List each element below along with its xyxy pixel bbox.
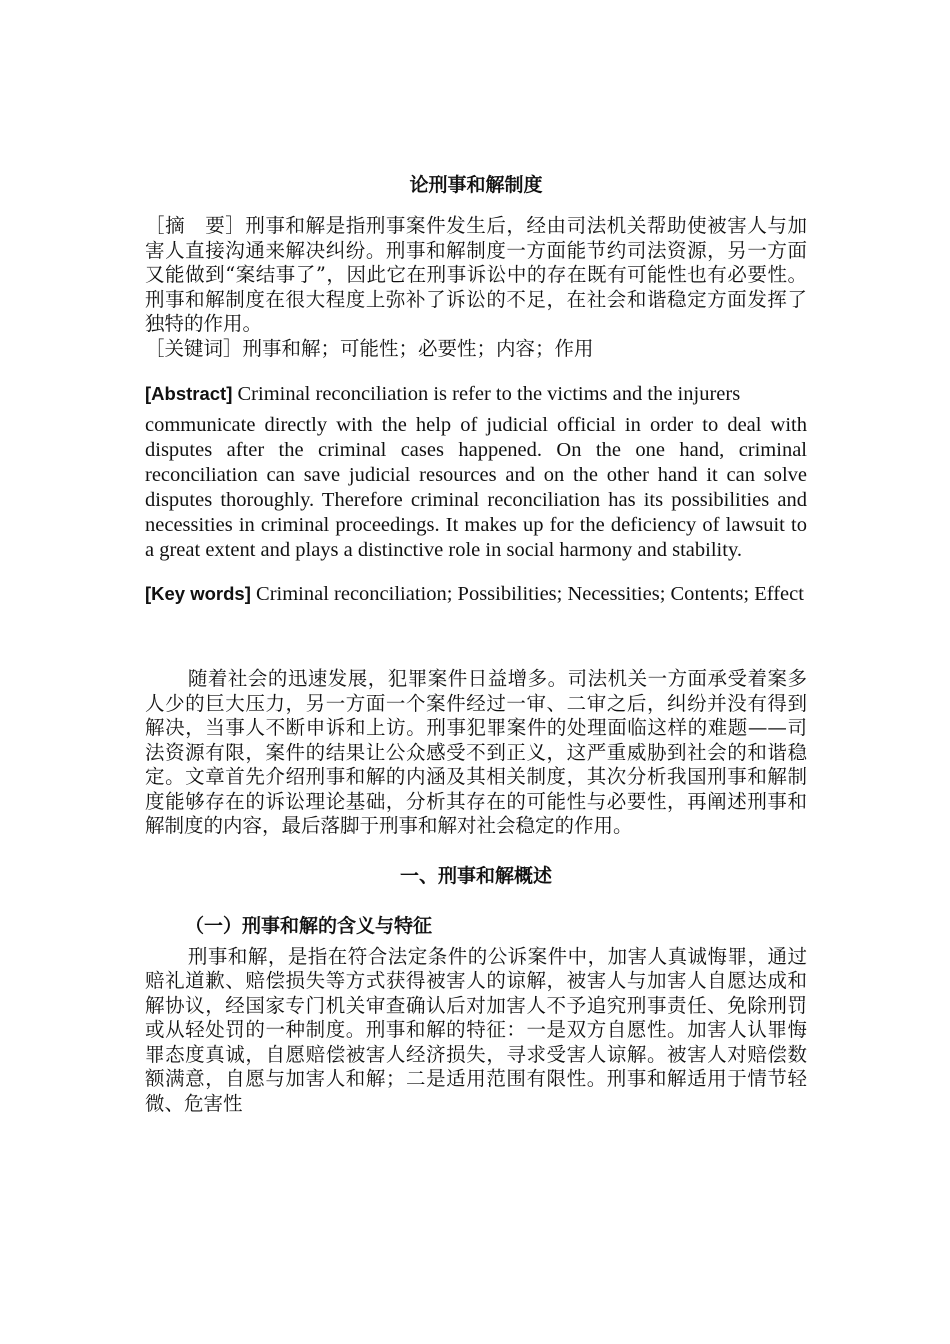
subsection-heading: （一）刑事和解的含义与特征	[185, 914, 433, 937]
paper-content	[145, 170, 807, 1116]
keywords-cn-label: ［关键词］	[145, 336, 243, 360]
abstract-en-label: [Abstract]	[145, 383, 233, 404]
subsection-paragraph: 刑事和解，是指在符合法定条件的公诉案件中，加害人真诚悔罪，通过赔礼道歉、赔偿损失等方式获得被害人的谅解，被害人与加害人自愿达成和解协议，经国家专门机关审查确认后对加害人不予追究刑事责任、免除刑罚或从轻处罚的一种制度。刑事和解的特征：一是双方自愿性。加害人认罪悔罪态度真诚，自愿赔偿被害人经济损失，寻求受害人谅解。被害人对赔偿数额满意，自愿与加害人和解；二是适用范围有限性。刑事和解适用于情节轻微、危害性	[145, 944, 807, 1115]
abstract-en-first-text: Criminal reconciliation is refer to the victims and the injurers	[237, 383, 741, 405]
intro-paragraph: 随着社会的迅速发展，犯罪案件日益增多。司法机关一方面承受着案多人少的巨大压力，另一方面一个案件经过一审、二审之后，纠纷并没有得到解决，当事人不断申诉和上访。刑事犯罪案件的处理面临这样的难题——司法资源有限，案件的结果让公众感受不到正义，这严重威胁到社会的和谐稳定。文章首先介绍刑事和解的内涵及其相关制度，其次分析我国刑事和解制度能够存在的诉讼理论基础，分析其存在的可能性与必要性，再阐述刑事和解制度的内容，最后落脚于刑事和解对社会稳定的作用。	[145, 667, 807, 837]
keywords-en-label: [Key words]	[145, 583, 251, 604]
abstract-en-body: communicate directly with the help of judicial official in order to deal with disputes after the criminal cases happened. On the one hand, criminal reconciliation can save judicial resources and on the other hand it can solve disputes thoroughly. Therefore criminal reconciliation has its possibilities and necessities in criminal proceedings. It makes up for the deficiency of lawsuit to a great extent and plays a distinctive role in social harmony and stability.	[145, 414, 807, 561]
abstract-cn-label: ［摘 要］	[145, 214, 246, 237]
section-heading: 一、刑事和解概述	[399, 864, 552, 887]
keywords-en	[145, 575, 807, 613]
abstract-en-first-line	[145, 375, 807, 413]
keywords-en-text: Criminal reconciliation; Possibilities; Necessities; Contents; Effect	[256, 583, 804, 605]
paper-title: 论刑事和解制度	[409, 174, 543, 196]
keywords-cn-text: 刑事和解；可能性；必要性；内容；作用	[242, 336, 594, 360]
keywords-cn	[145, 337, 807, 362]
abstract-cn	[145, 214, 807, 337]
abstract-cn-text: 刑事和解是指刑事案件发生后，经由司法机关帮助使被害人与加害人直接沟通来解决纠纷。刑事和解制度一方面能节约司法资源，另一方面又能做到“案结事了”，因此它在刑事诉讼中的存在既有可能性也有必要性。刑事和解制度在很大程度上弥补了诉讼的不足，在社会和谐稳定方面发挥了独特的作用。	[145, 214, 807, 335]
